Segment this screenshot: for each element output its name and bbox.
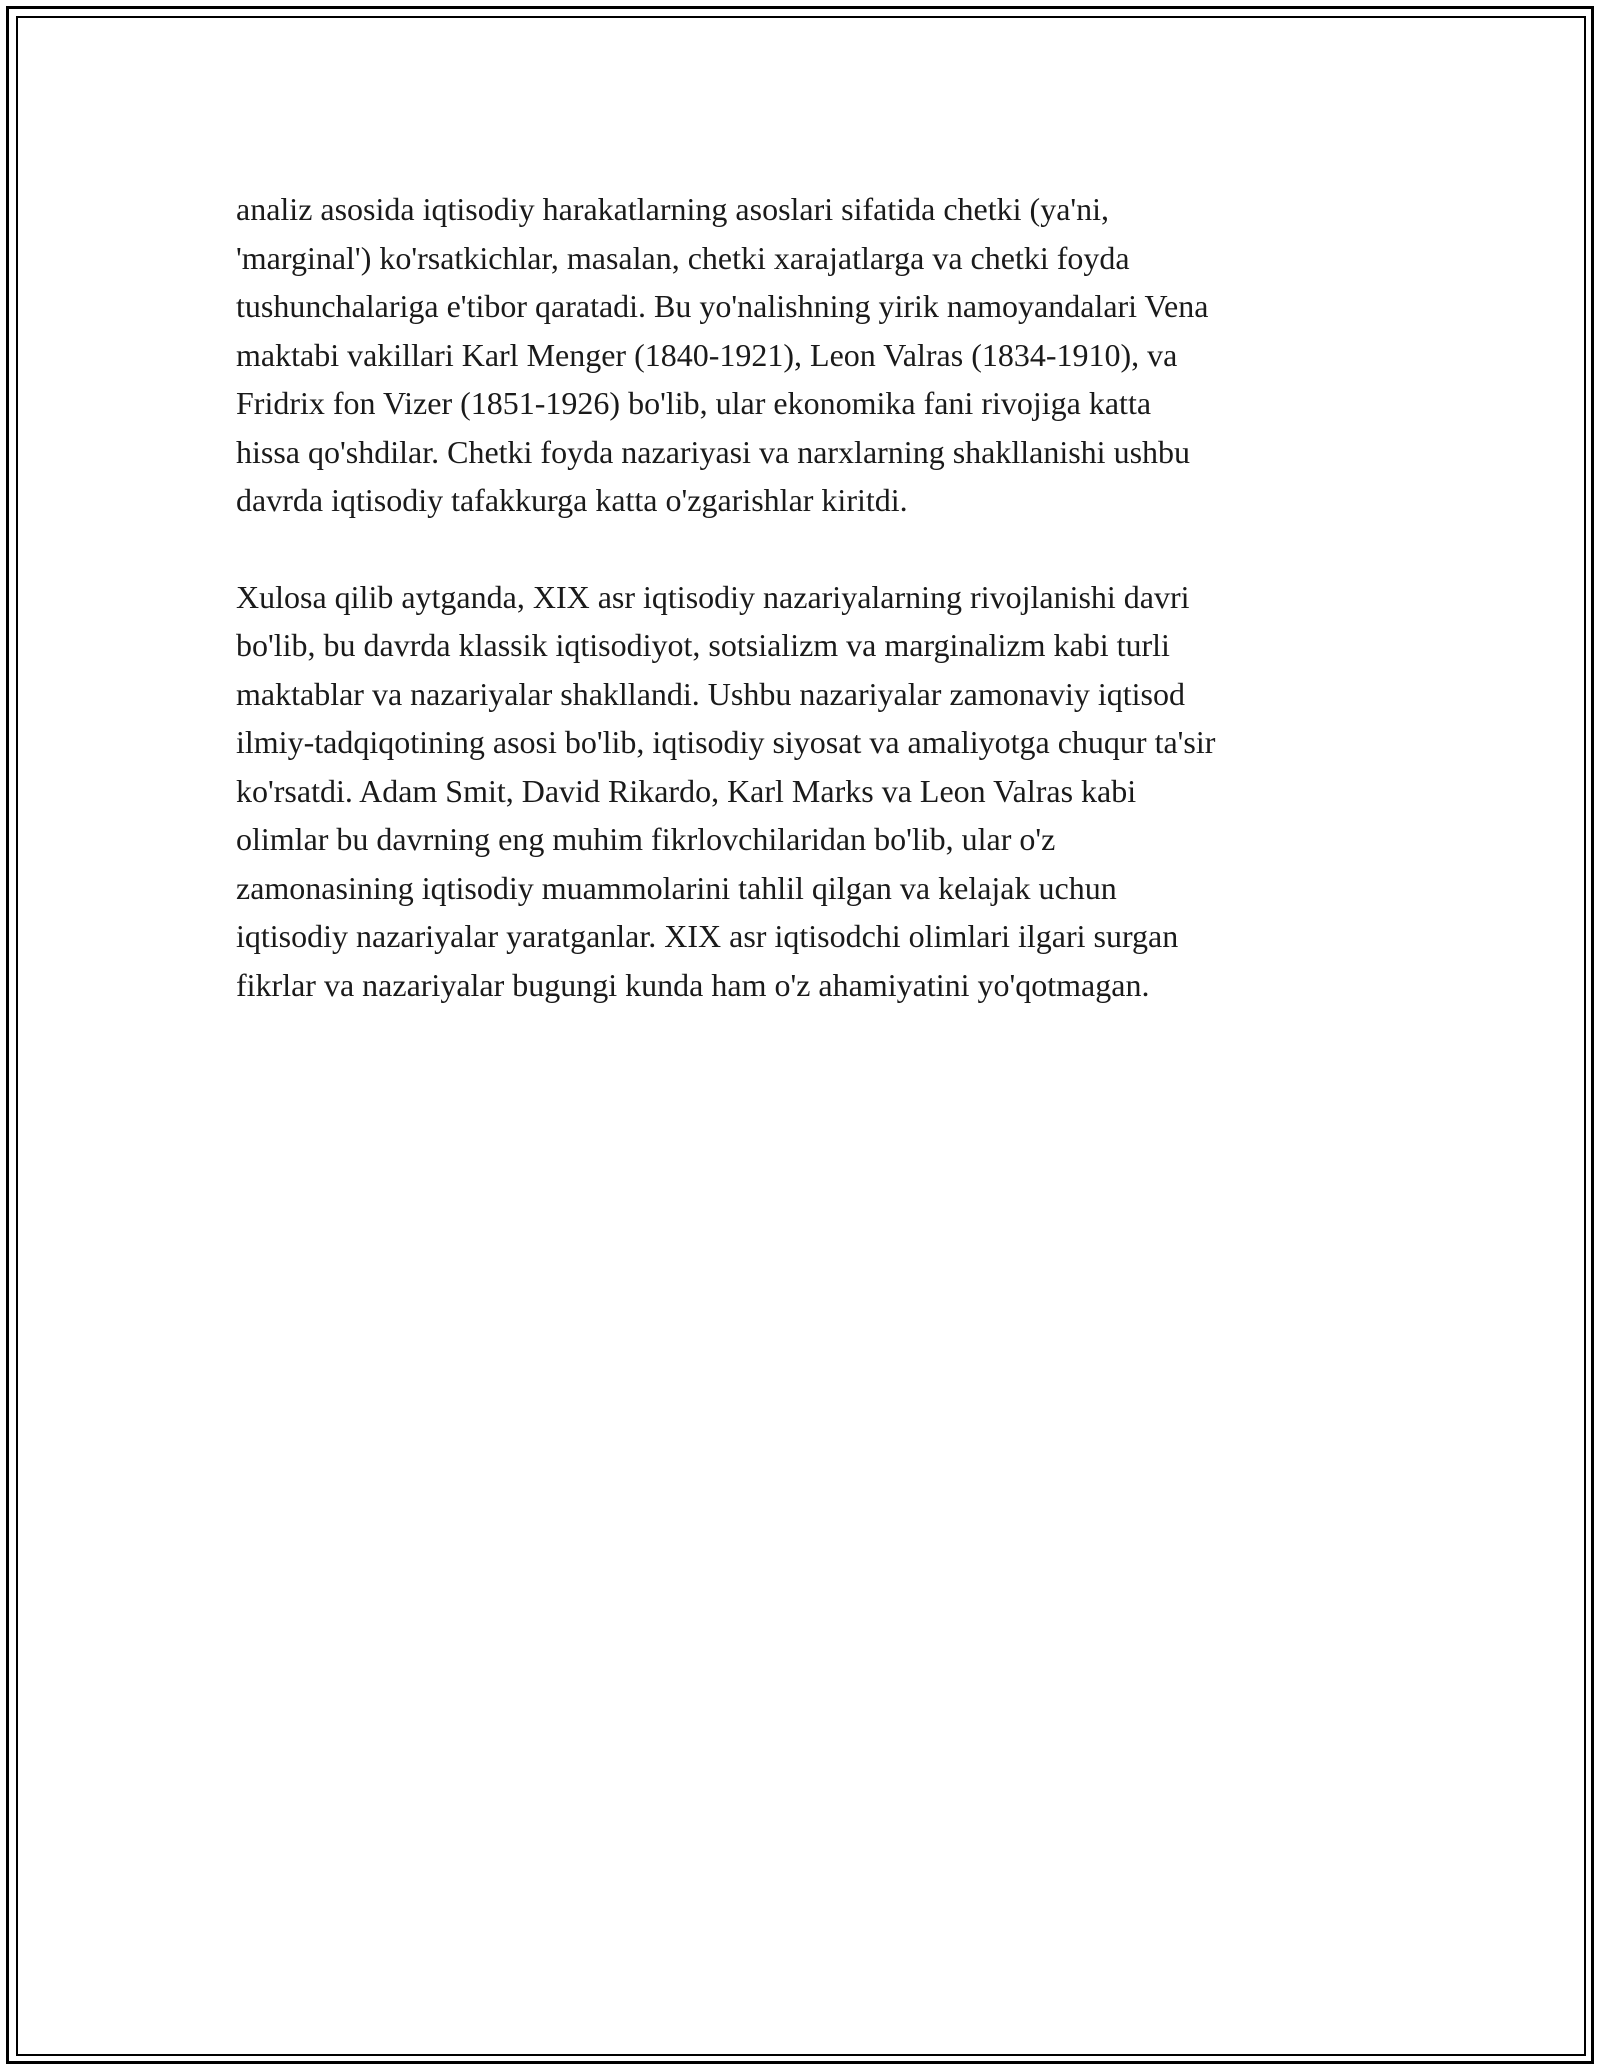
paragraph-1 xyxy=(236,185,1376,525)
text-line: davrda iqtisodiy tafakkurga katta o'zgarishlar kiritdi. xyxy=(236,482,908,518)
text-line: hissa qo'shdilar. Chetki foyda nazariyasi va narxlarning shakllanishi ushbu xyxy=(236,433,1191,470)
text-line: maktabi vakillari Karl Menger (1840-1921), Leon Valras (1834-1910), va xyxy=(236,336,1178,373)
text-line: tushunchalariga e'tibor qaratadi. Bu yo'nalishning yirik namoyandalari Vena xyxy=(236,288,1209,324)
text-line: analiz asosida iqtisodiy harakatlarning asoslari sifatida chetki (ya'ni, xyxy=(236,191,1110,227)
paragraph-2 xyxy=(236,573,1376,1010)
text-line: olimlar bu davrning eng muhim fikrlovchilaridan bo'lib, ular o'z xyxy=(236,821,1056,857)
text-line: fikrlar va nazariyalar bugungi kunda ham o'z ahamiyatini yo'qotmagan. xyxy=(236,966,1150,1003)
text-line: ilmiy-tadqiqotining asosi bo'lib, iqtisodiy siyosat va amaliyotga chuqur ta'sir xyxy=(236,724,1216,760)
page-body xyxy=(236,185,1376,1057)
text-line: iqtisodiy nazariyalar yaratganlar. XIX asr iqtisodchi olimlari ilgari surgan xyxy=(236,918,1179,954)
text-line: Fridrix fon Vizer (1851-1926) bo'lib, ular ekonomika fani rivojiga katta xyxy=(236,385,1152,421)
text-line: 'marginal') ko'rsatkichlar, masalan, chetki xarajatlarga va chetki foyda xyxy=(236,239,1130,276)
text-line: ko'rsatdi. Adam Smit, David Rikardo, Karl Marks va Leon Valras kabi xyxy=(236,772,1137,809)
text-line: maktablar va nazariyalar shakllandi. Ushbu nazariyalar zamonaviy iqtisod xyxy=(236,675,1185,712)
text-line: bo'lib, bu davrda klassik iqtisodiyot, sotsializm va marginalizm kabi turli xyxy=(236,627,1170,663)
text-line: zamonasining iqtisodiy muammolarini tahlil qilgan va kelajak uchun xyxy=(236,869,1117,906)
text-line: Xulosa qilib aytganda, XIX asr iqtisodiy nazariyalarning rivojlanishi davri xyxy=(236,578,1190,615)
